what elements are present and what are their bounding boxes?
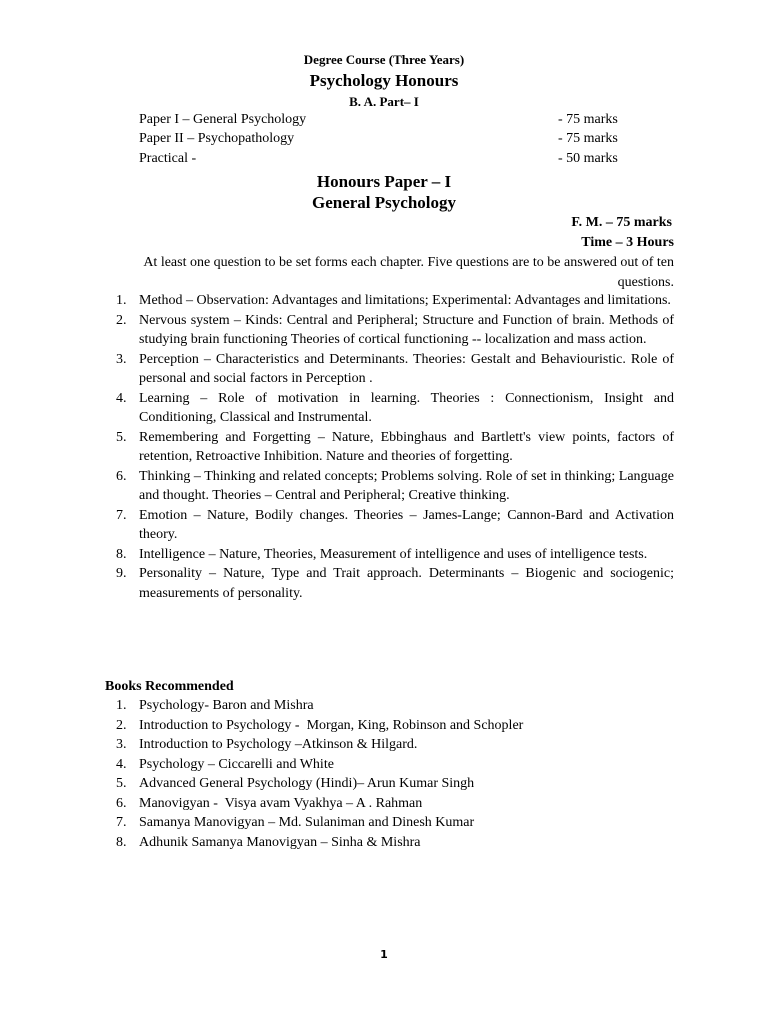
paper-row [139, 112, 639, 132]
item-number: 5. [116, 429, 127, 445]
item-text: Psychology- Baron and Mishra [139, 698, 314, 713]
paper-marks: - 75 marks [558, 131, 618, 146]
paper-name: Paper II – Psychopathology [139, 131, 295, 146]
list-item [106, 813, 674, 833]
list-item [106, 311, 674, 350]
paper-name: Paper I – General Psychology [139, 112, 307, 127]
item-number: 4. [116, 756, 127, 772]
exam-instructions: At least one question to be set forms each chapter. Five questions are to be answered out of ten questions. [143, 255, 674, 290]
list-item [106, 564, 674, 603]
item-number: 9. [116, 566, 127, 581]
list-item [106, 755, 674, 775]
honours-paper-name: General Psychology [311, 193, 456, 212]
item-number: 8. [116, 834, 127, 850]
item-number: 1. [116, 698, 127, 713]
item-number: 2. [116, 312, 127, 328]
books-heading: Books Recommended [105, 679, 234, 694]
full-marks: F. M. – 75 marks [571, 215, 672, 230]
item-text: Thinking – Thinking and related concepts; Problems solving. Role of set in thinking; Language and thought. Theories – Central and Peripheral; Creative thinking. [139, 468, 674, 503]
list-item [106, 389, 674, 428]
item-number: 6. [116, 795, 127, 811]
list-item [106, 467, 674, 506]
item-number: 5. [116, 776, 127, 791]
list-item [106, 545, 674, 565]
item-text: Emotion – Nature, Bodily changes. Theories – James-Lange; Cannon-Bard and Activation theory. [139, 507, 674, 542]
item-text: Remembering and Forgetting – Nature, Ebbinghaus and Bartlett's view points, factors of retention, Retroactive Inhibition. Nature and theories of forgetting. [139, 429, 674, 464]
paper-marks: - 50 marks [558, 151, 618, 166]
item-text: Psychology – Ciccarelli and White [139, 756, 334, 772]
item-text: Personality – Nature, Type and Trait approach. Determinants – Biogenic and sociogenic; measurements of personality. [139, 566, 674, 601]
item-text: Adhunik Samanya Manovigyan – Sinha & Mishra [139, 834, 421, 850]
item-text: Nervous system – Kinds: Central and Peripheral; Structure and Function of brain. Methods of studying brain functioning Theories of cortical functioning -- localization and mass action. [139, 312, 674, 347]
paper-marks: - 75 marks [558, 112, 618, 127]
paper-row [139, 131, 639, 151]
item-number: 7. [116, 815, 127, 830]
item-text: Introduction to Psychology - Morgan, King, Robinson and Schopler [139, 717, 524, 733]
item-text: Intelligence – Nature, Theories, Measurement of intelligence and uses of intelligence tests. [139, 546, 648, 562]
list-item [106, 794, 674, 814]
list-item [106, 833, 674, 853]
paper-row [139, 151, 639, 171]
part-heading: B. A. Part– I [349, 94, 419, 109]
paper-name: Practical - [139, 151, 197, 166]
list-item [106, 428, 674, 467]
list-item [106, 506, 674, 545]
list-item [106, 291, 674, 311]
item-text: Perception – Characteristics and Determinants. Theories: Gestalt and Behaviouristic. Role of personal and social factors in Perception . [139, 351, 674, 386]
item-number: 4. [116, 390, 127, 406]
course-heading: Degree Course (Three Years) [303, 52, 465, 67]
list-item [106, 774, 674, 794]
item-text: Learning – Role of motivation in learning. Theories : Connectionism, Insight and Conditioning, Classical and Instrumental. [139, 390, 674, 425]
item-number: 8. [116, 546, 127, 562]
exam-time: Time – 3 Hours [581, 235, 674, 250]
item-text: Samanya Manovigyan – Md. Sulaniman and Dinesh Kumar [139, 815, 475, 830]
list-item [106, 696, 674, 716]
list-item [106, 716, 674, 736]
page-number: 1 [380, 948, 388, 961]
item-text: Introduction to Psychology –Atkinson & Hilgard. [139, 737, 418, 752]
subject-heading: Psychology Honours [309, 71, 459, 90]
list-item [106, 735, 674, 755]
item-number: 7. [116, 507, 127, 523]
honours-paper-title: Honours Paper – I [316, 172, 452, 191]
syllabus-topics [106, 291, 674, 603]
item-text: Advanced General Psychology (Hindi)– Arun Kumar Singh [139, 776, 475, 791]
item-number: 2. [116, 717, 127, 733]
list-item [106, 350, 674, 389]
books-list [106, 696, 674, 852]
item-number: 6. [116, 468, 127, 484]
item-number: 3. [116, 351, 127, 367]
item-number: 3. [116, 737, 127, 752]
item-number: 1. [116, 293, 127, 308]
item-text: Manovigyan - Visya avam Vyakhya – A . Rahman [139, 795, 423, 811]
item-text: Method – Observation: Advantages and limitations; Experimental: Advantages and limitations. [139, 293, 671, 308]
